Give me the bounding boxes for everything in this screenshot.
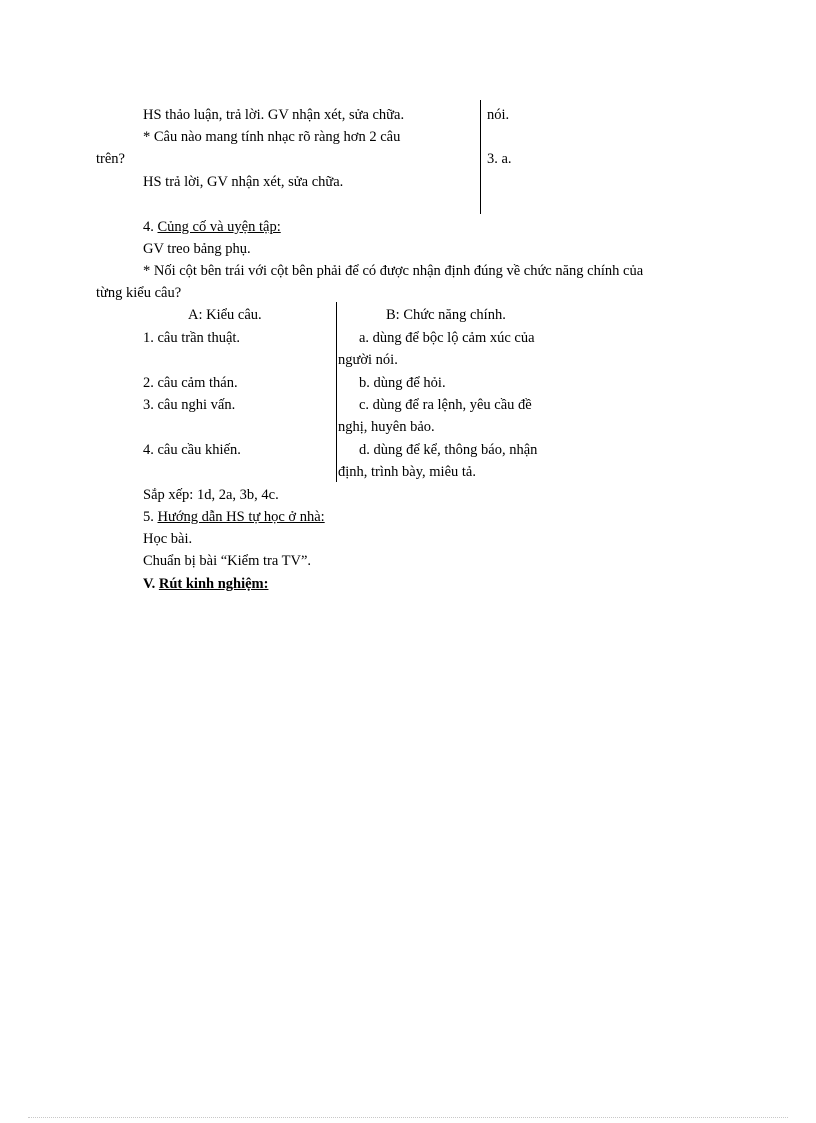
section-4-line-3: từng kiểu câu? (96, 285, 182, 301)
discussion-line-2: HS trả lời, GV nhận xét, sửa chữa. (143, 174, 344, 190)
column-a-item-4: 4. câu cầu khiến. (143, 442, 241, 458)
question-line: * Câu nào mang tính nhạc rõ ràng hơn 2 câu (143, 129, 401, 145)
section-4-heading (143, 218, 281, 236)
column-b-line-5: nghị, huyên bảo. (338, 419, 435, 435)
column-a-item-1: 1. câu trần thuật. (143, 330, 241, 346)
section-4-number: 4. (143, 219, 154, 235)
section-v-title: Rút kinh nghiệm: (158, 576, 269, 592)
section-5-heading (143, 508, 325, 526)
column-b-line-4: c. dùng để ra lệnh, yêu cầu đề (359, 397, 532, 413)
discussion-line-1: HS thảo luận, trả lời. GV nhận xét, sửa chữa. (143, 107, 405, 123)
column-b-header: B: Chức năng chính. (386, 307, 506, 323)
section-v-heading (143, 575, 268, 593)
section-5-number: 5. (143, 509, 154, 525)
section-4-line-1: GV treo bảng phụ. (143, 241, 251, 257)
section-5-title: Hướng dẫn HS tự học ở nhà: (157, 509, 325, 525)
page-bottom-rule (28, 1117, 788, 1118)
column-b-line-3: b. dùng để hỏi. (359, 375, 446, 391)
section-4-title: Củng cố và uyện tập: (157, 219, 281, 235)
top-column-divider (480, 100, 481, 214)
question-line-cont: trên? (96, 151, 125, 167)
column-a-item-2: 2. câu cảm thán. (143, 375, 238, 391)
section-v-number: V. (143, 576, 156, 592)
column-b-line-6: d. dùng để kể, thông báo, nhận (359, 442, 538, 458)
column-a-item-3: 3. câu nghi vấn. (143, 397, 236, 413)
right-col-text-1: nói. (487, 107, 510, 123)
column-b-line-7: định, trình bày, miêu tả. (338, 464, 476, 480)
section-5-line-1: Học bài. (143, 531, 193, 547)
column-b-line-2: người nói. (338, 352, 398, 368)
column-a-header: A: Kiểu câu. (188, 307, 262, 323)
section-5-line-2: Chuẩn bị bài “Kiểm tra TV”. (143, 553, 312, 569)
column-b-line-1: a. dùng để bộc lộ cảm xúc của (359, 330, 535, 346)
answer-line: Sắp xếp: 1d, 2a, 3b, 4c. (143, 487, 279, 503)
section-4-line-2: * Nối cột bên trái với cột bên phải để có được nhận định đúng về chức năng chính của (143, 263, 644, 279)
match-table-divider (336, 302, 337, 482)
right-col-text-2: 3. a. (487, 151, 512, 167)
